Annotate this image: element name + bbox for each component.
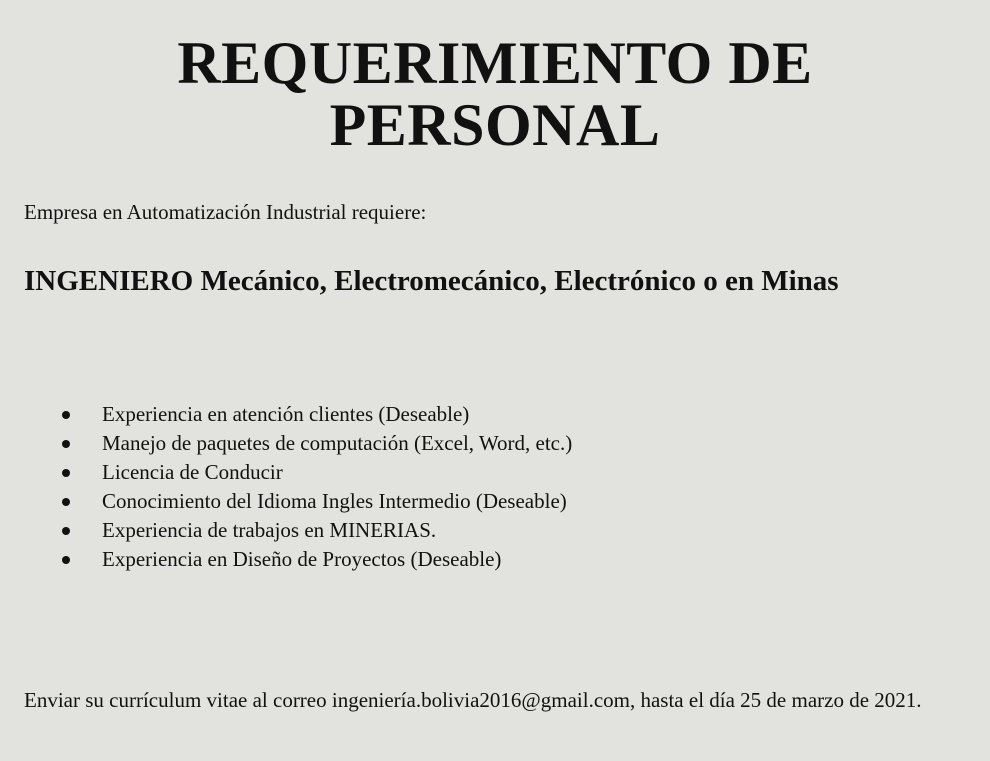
bullet-icon bbox=[62, 411, 70, 419]
requirement-text: Manejo de paquetes de computación (Excel, Word, etc.) bbox=[102, 431, 573, 455]
requirement-text: Licencia de Conducir bbox=[102, 460, 283, 484]
title-line-2: PERSONAL bbox=[329, 92, 661, 158]
list-item bbox=[58, 400, 572, 429]
bullet-icon bbox=[62, 440, 70, 448]
requirements-list bbox=[58, 400, 572, 574]
list-item bbox=[58, 545, 572, 574]
bullet-icon bbox=[62, 469, 70, 477]
list-item bbox=[58, 458, 572, 487]
list-item bbox=[58, 429, 572, 458]
requirement-text: Experiencia de trabajos en MINERIAS. bbox=[102, 518, 437, 542]
bullet-icon bbox=[62, 556, 70, 564]
list-item bbox=[58, 487, 572, 516]
bullet-icon bbox=[62, 527, 70, 535]
title-line-1: REQUERIMIENTO DE bbox=[177, 30, 813, 96]
contact-instructions: Enviar su currículum vitae al correo ingeniería.bolivia2016@gmail.com, hasta el día 25 de marzo de 2021. bbox=[24, 688, 922, 712]
page-title bbox=[0, 32, 990, 156]
list-item bbox=[58, 516, 572, 545]
requirement-text: Experiencia en atención clientes (Deseable) bbox=[102, 402, 470, 426]
requirement-text: Conocimiento del Idioma Ingles Intermedio (Deseable) bbox=[102, 489, 567, 513]
position-heading: INGENIERO Mecánico, Electromecánico, Electrónico o en Minas bbox=[24, 265, 839, 297]
bullet-icon bbox=[62, 498, 70, 506]
intro-text: Empresa en Automatización Industrial requiere: bbox=[24, 200, 427, 224]
requirement-text: Experiencia en Diseño de Proyectos (Deseable) bbox=[102, 547, 502, 571]
